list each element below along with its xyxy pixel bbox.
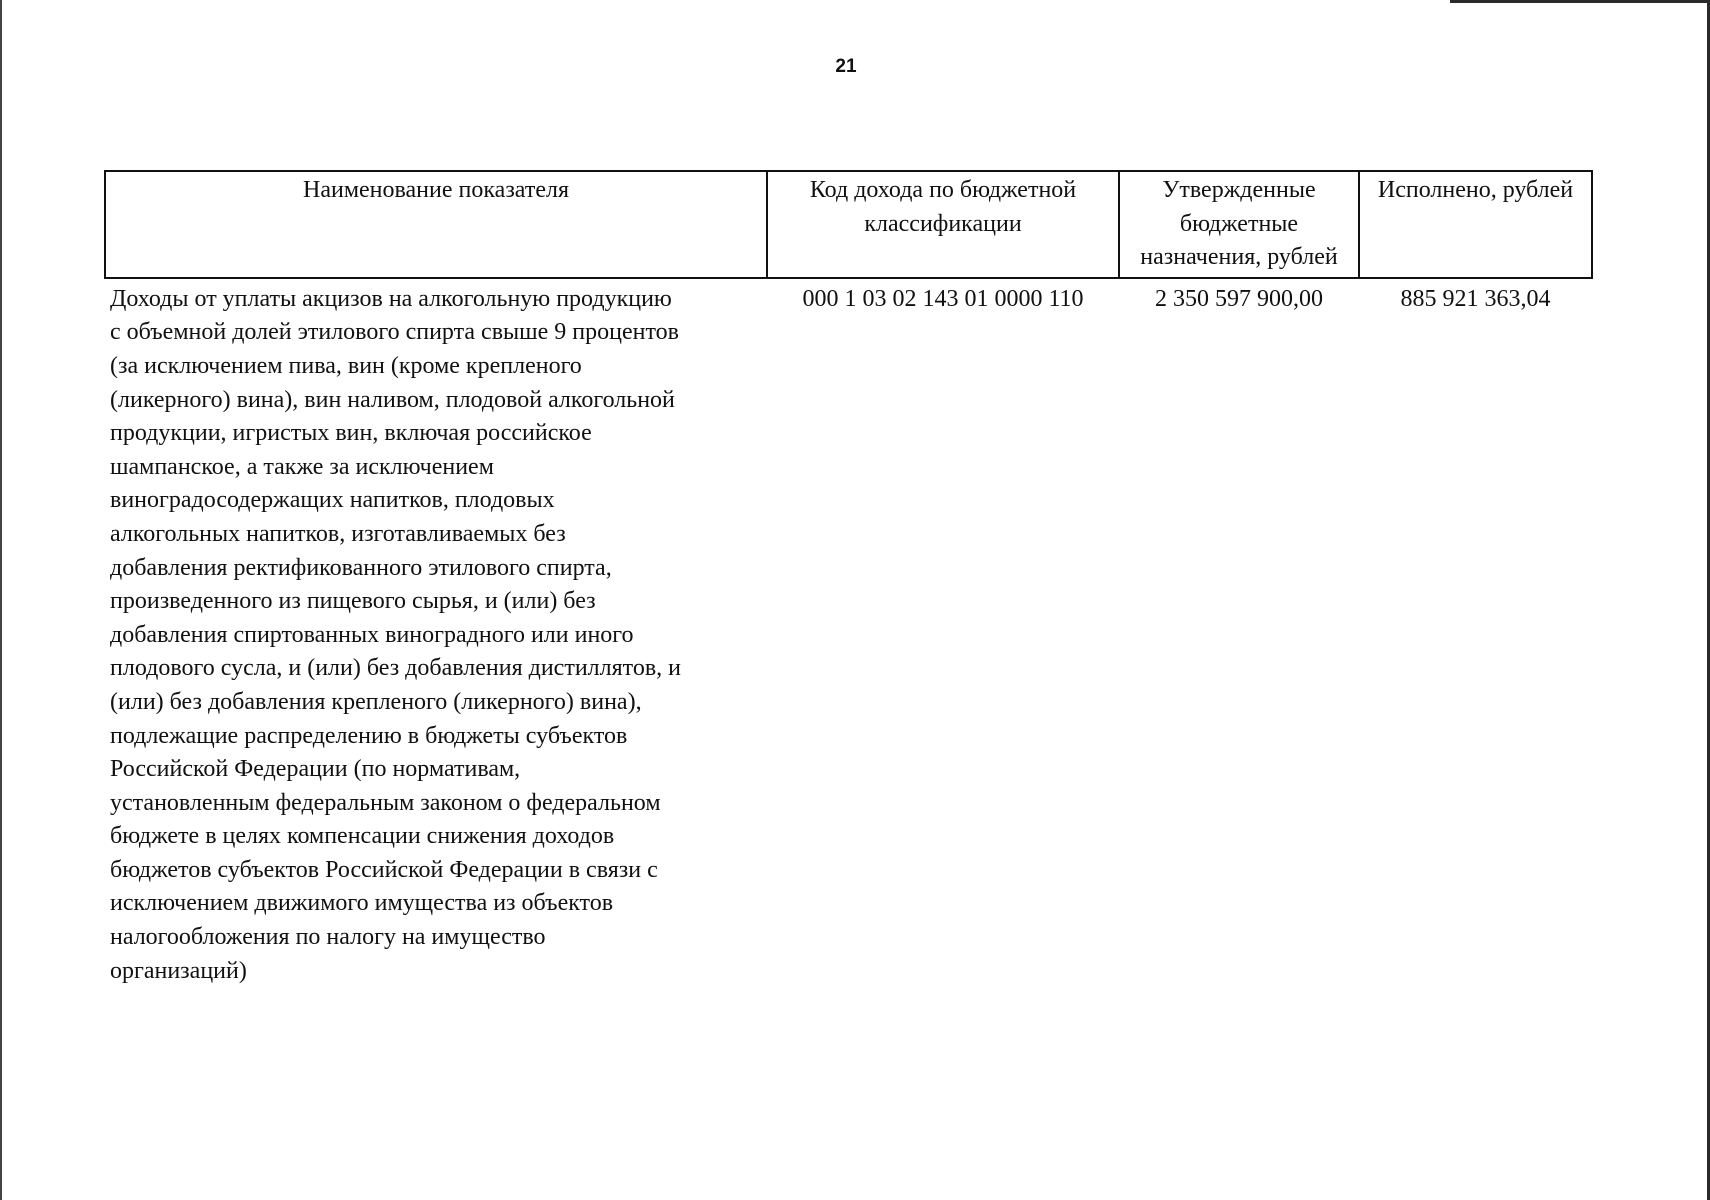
page-number: 21 <box>835 56 857 77</box>
name-line: исключением движимого имущества из объектов <box>110 890 614 917</box>
name-line: с объемной долей этилового спирта свыше 9 процентов <box>110 319 679 346</box>
name-line: плодового сусла, и (или) без добавления дистиллятов, и <box>110 655 682 682</box>
name-line: подлежащие распределению в бюджеты субъектов <box>110 722 628 749</box>
cell-income-code: 000 1 03 02 143 01 0000 110 <box>802 285 1084 312</box>
header-executed: Исполнено, рублей <box>1359 171 1592 278</box>
cell-executed: 885 921 363,04 <box>1400 285 1551 312</box>
budget-income-table <box>104 170 1593 988</box>
name-line: (ликерного) вина), вин наливом, плодовой алкогольной <box>110 386 675 413</box>
name-line: установленным федеральным законом о федеральном <box>110 789 661 816</box>
cell-approved-budget: 2 350 597 900,00 <box>1155 285 1323 312</box>
table-row <box>105 278 1592 988</box>
name-line: Российской Федерации (по нормативам, <box>110 756 521 783</box>
name-line: бюджетов субъектов Российской Федерации в связи с <box>110 856 658 883</box>
name-line: виноградосодержащих напитков, плодовых <box>110 487 555 514</box>
name-line: добавления спиртованных виноградного или иного <box>110 621 634 648</box>
name-line: организаций) <box>110 957 247 984</box>
name-line: продукции, игристых вин, включая российское <box>110 420 592 447</box>
name-line: налогообложения по налогу на имущество <box>110 924 546 951</box>
header-indicator-name: Наименование показателя <box>105 171 767 278</box>
header-approved-budget: Утвержденные бюджетные назначения, рублей <box>1119 171 1359 278</box>
name-line: (или) без добавления крепленого (ликерного) вина), <box>110 688 642 715</box>
cell-indicator-name <box>105 278 767 988</box>
name-line: (за исключением пива, вин (кроме крепленого <box>110 352 582 379</box>
name-line: алкогольных напитков, изготавливаемых без <box>110 520 566 547</box>
name-line: шампанское, а также за исключением <box>110 453 494 480</box>
table-header-row <box>105 171 1592 278</box>
name-line: бюджете в целях компенсации снижения доходов <box>110 823 615 850</box>
scan-border-left <box>0 0 2 1200</box>
name-line: добавления ректификованного этилового спирта, <box>110 554 612 581</box>
name-line: произведенного из пищевого сырья, и (или) без <box>110 588 596 615</box>
scan-border-top <box>1450 0 1710 3</box>
header-income-code: Код дохода по бюджетной классификации <box>767 171 1119 278</box>
name-line: Доходы от уплаты акцизов на алкогольную продукцию <box>110 285 672 312</box>
